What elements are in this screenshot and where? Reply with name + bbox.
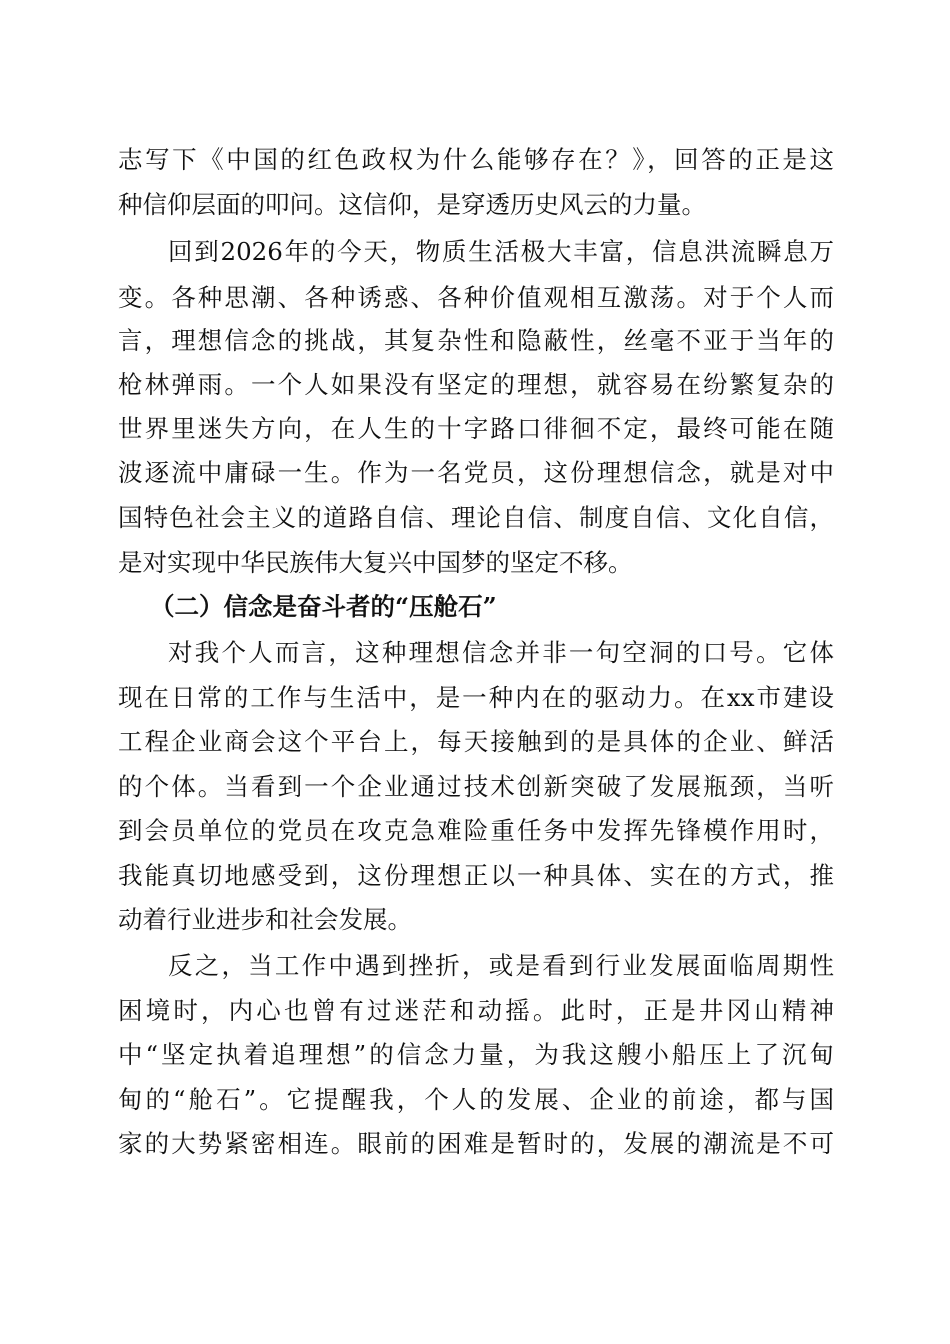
paragraph-line: 现在日常的工作与生活中，是一种内在的驱动力。在xx市建设 (118, 683, 834, 712)
paragraph-line: 到会员单位的党员在攻克急难险重任务中发挥先锋模作用时， (118, 816, 834, 845)
paragraph-line: 反之，当工作中遇到挫折，或是看到行业发展面临周期性 (168, 951, 834, 980)
paragraph-line: 国特色社会主义的道路自信、理论自信、制度自信、文化自信， (118, 503, 834, 532)
paragraph-line: 甸的“舱石”。它提醒我，个人的发展、企业的前途，都与国 (118, 1085, 834, 1114)
paragraph-line: 我能真切地感受到，这份理想正以一种具体、实在的方式，推 (118, 861, 834, 890)
paragraph-line: 枪林弹雨。一个人如果没有坚定的理想，就容易在纷繁复杂的 (118, 370, 834, 399)
paragraph-line: 言，理想信念的挑战，其复杂性和隐蔽性，丝毫不亚于当年的 (118, 326, 834, 355)
paragraph-line: 世界里迷失方向，在人生的十字路口徘徊不定，最终可能在随 (118, 414, 834, 443)
paragraph-line: 工程企业商会这个平台上，每天接触到的是具体的企业、鲜活 (118, 727, 834, 756)
paragraph-line: 中“坚定执着追理想”的信念力量，为我这艘小船压上了沉甸 (118, 1040, 834, 1069)
paragraph-line: 困境时，内心也曾有过迷茫和动摇。此时，正是井冈山精神 (118, 996, 834, 1025)
paragraph-line: 家的大势紧密相连。眼前的困难是暂时的，发展的潮流是不可 (118, 1129, 834, 1158)
paragraph-line: 回到2026年的今天，物质生活极大丰富，信息洪流瞬息万 (168, 237, 834, 266)
paragraph-line: 动着行业进步和社会发展。 (118, 905, 412, 934)
paragraph-line: 的个体。当看到一个企业通过技术创新突破了发展瓶颈，当听 (118, 772, 834, 801)
paragraph-line: 对我个人而言，这种理想信念并非一句空洞的口号。它体 (168, 638, 834, 667)
paragraph-line: 种信仰层面的叩问。这信仰，是穿透历史风云的力量。 (118, 190, 706, 219)
paragraph-line: 波逐流中庸碌一生。作为一名党员，这份理想信念，就是对中 (118, 458, 834, 487)
section-heading: （二）信念是奋斗者的“压舱石” (150, 592, 497, 621)
paragraph-line: 是对实现中华民族伟大复兴中国梦的坚定不移。 (118, 548, 633, 577)
paragraph-line: 变。各种思潮、各种诱惑、各种价值观相互激荡。对于个人而 (118, 283, 834, 312)
paragraph-line: 志写下《中国的红色政权为什么能够存在？》，回答的正是这 (118, 145, 834, 174)
